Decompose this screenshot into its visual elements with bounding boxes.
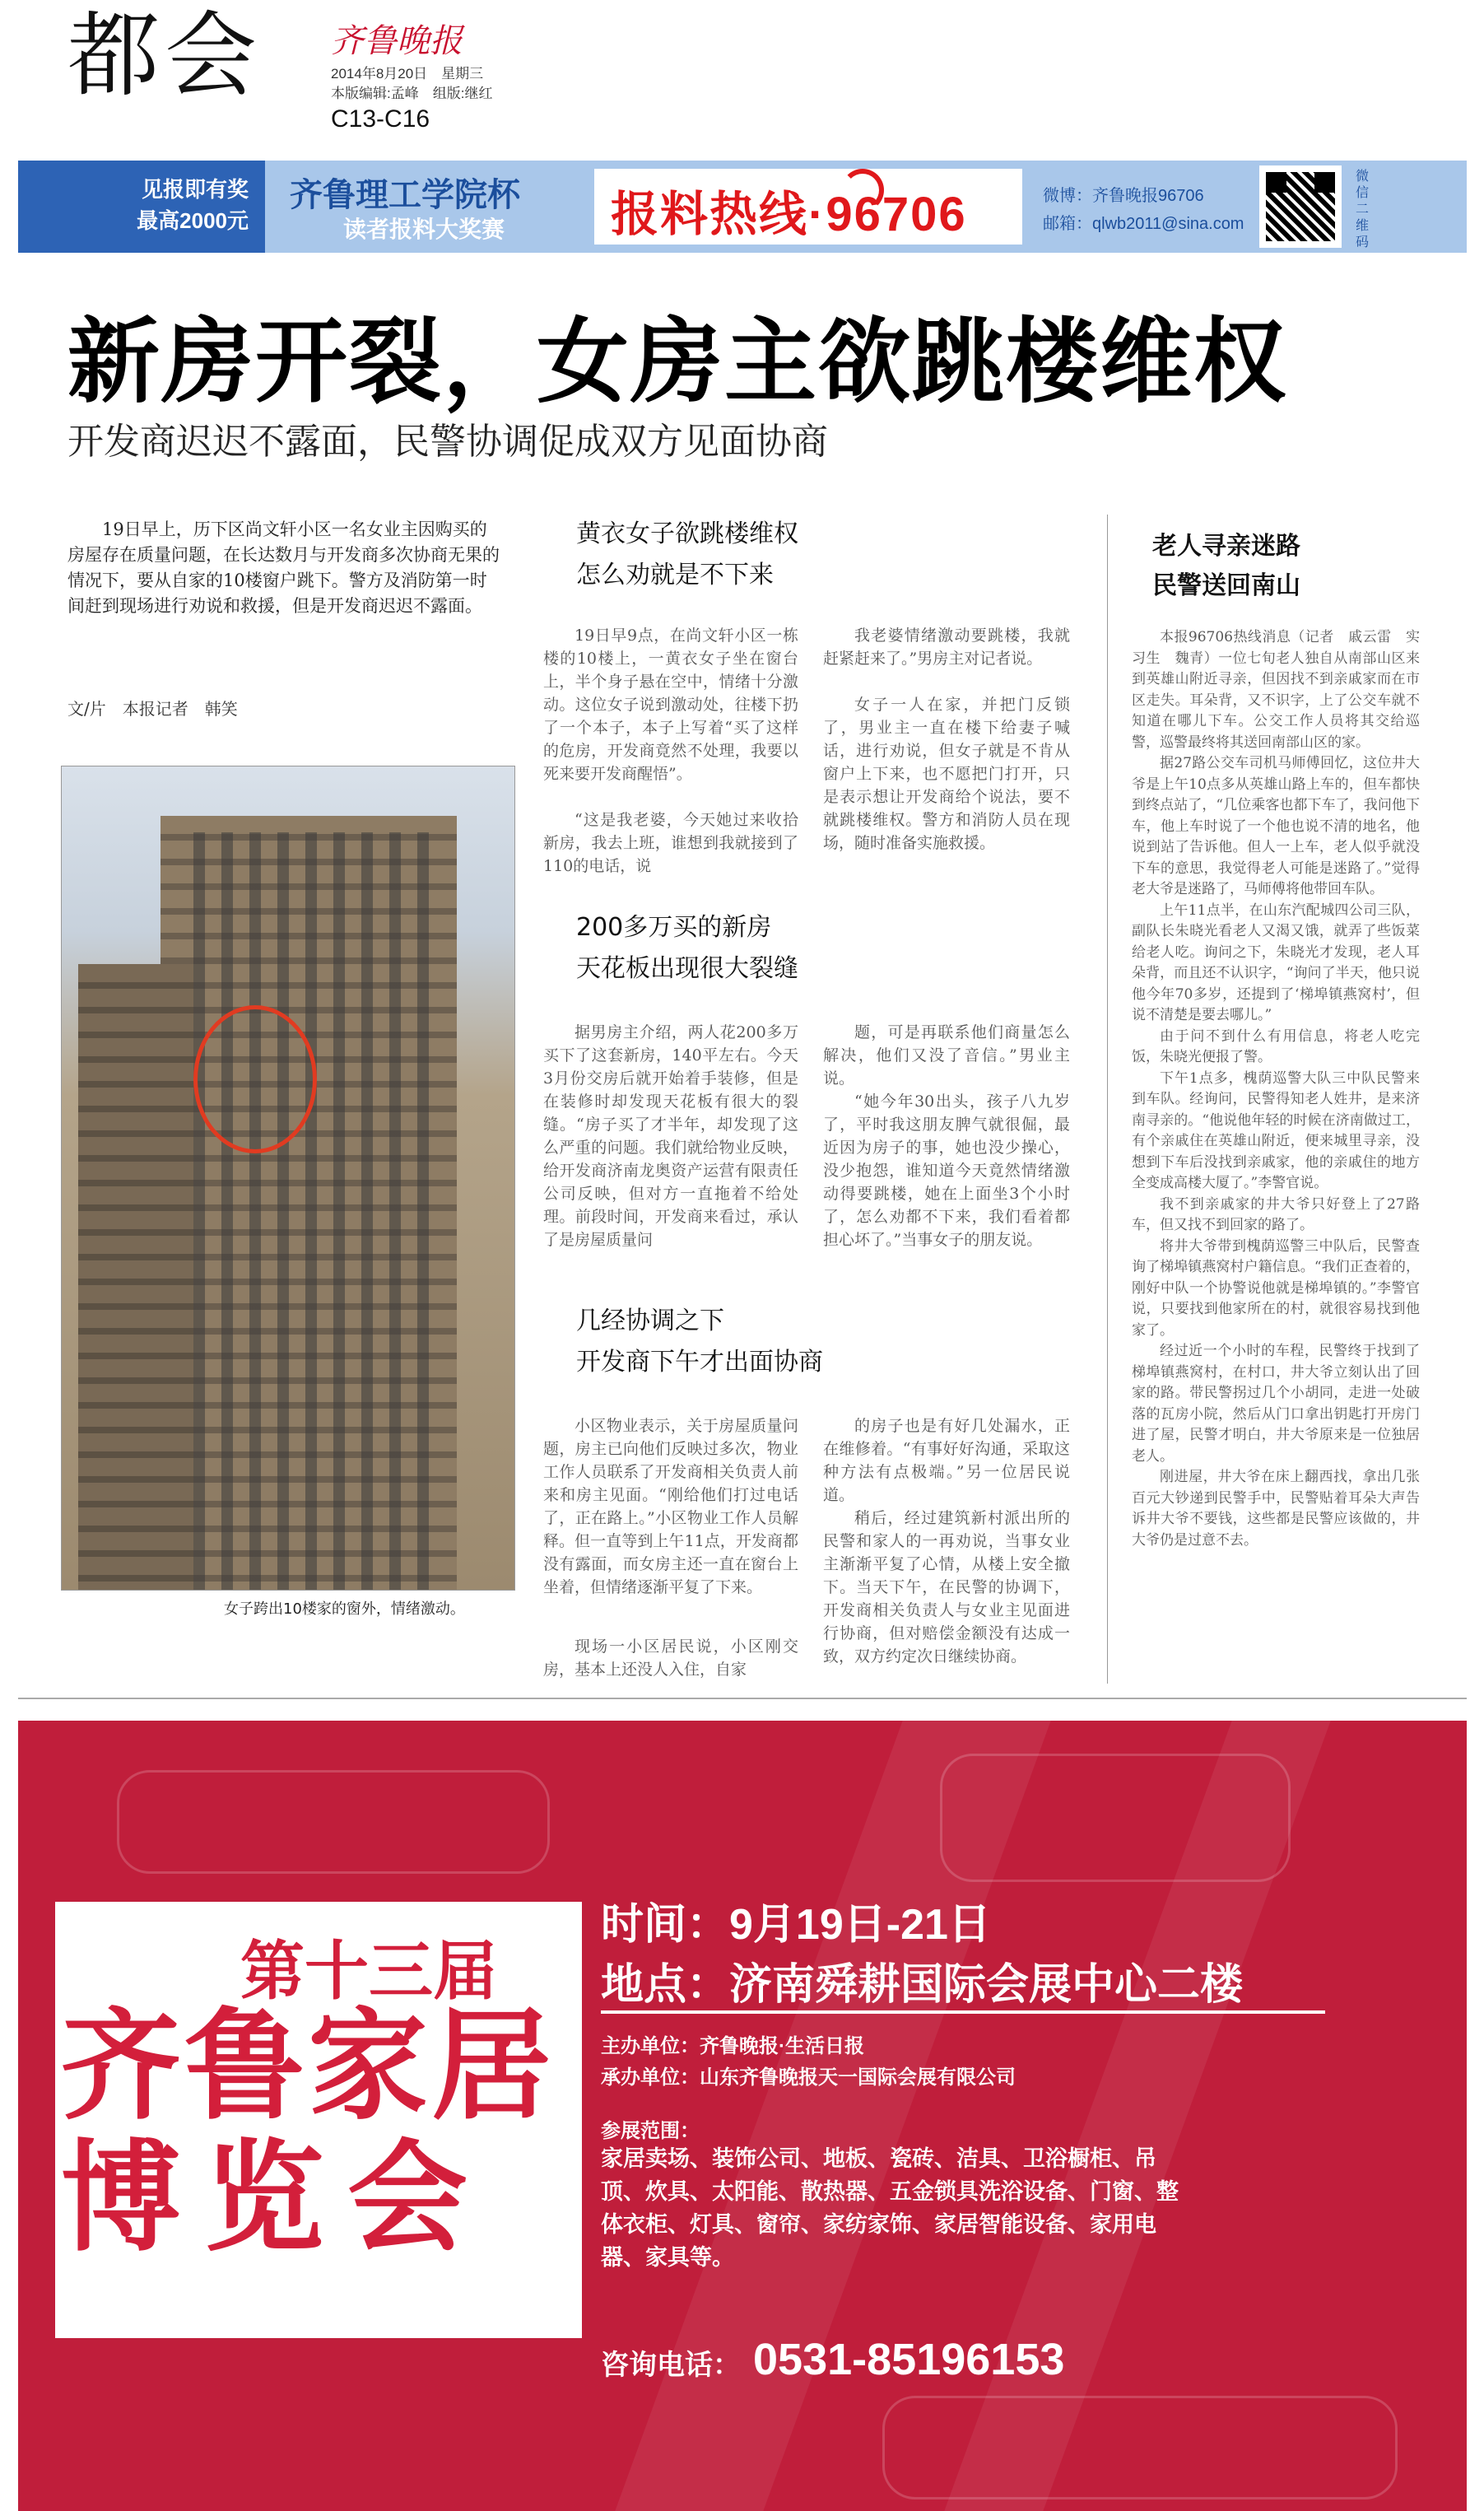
expo-advertisement xyxy=(18,1721,1467,2511)
ad-scope: 家居卖场、装饰公司、地板、瓷砖、洁具、卫浴橱柜、吊顶、炊具、太阳能、散热器、五金锁具洗浴设备、门窗、整体衣柜、灯具、窗帘、家纺家饰、家居智能设备、家用电器、家具等。 xyxy=(601,2146,1179,2270)
paragraph: “她今年30出头，孩子八九岁了，平时我这朋友脾气就很倔，最近因为房子的事，她也没少操心，没少抱怨，谁知道今天竟然情绪激动得要跳楼，她在上面坐3个小时了，怎么劝都不下来，我们看着都担心坏了。”当事女子的朋友说。 xyxy=(823,1092,1070,1249)
page-range: C13-C16 xyxy=(331,105,430,133)
email-contact: 邮箱：qlwb2011@sina.com xyxy=(1043,215,1244,233)
weibo-contact: 微博：齐鲁晚报96706 xyxy=(1043,187,1204,205)
section-heading-2a: 200多万买的新房 xyxy=(576,913,772,942)
paragraph: 上午11点半，在山东汽配城四公司三队，副队长朱晓光看老人又渴又饿，就弄了些饭菜给老人吃。询问之下，朱晓光才发现，老人耳朵背，而且还不认识字，“询问了半天，他只说他今年70多岁，还提到了‘梯埠镇燕窝村’，但说不清楚是要去哪儿。” xyxy=(1132,901,1420,1023)
paper-logo: 齐鲁晚报 xyxy=(331,22,463,60)
news-photo xyxy=(61,766,515,1591)
paragraph: 将井大爷带到槐荫巡警三中队后，民警查询了梯埠镇燕窝村户籍信息。“我们正查着的，刚好中队一个协警说他就是梯埠镇的。”李警官说，只要找到他家所在的村，就很容易找到他家了。 xyxy=(1132,1237,1420,1339)
byline: 文/片 本报记者 韩笑 xyxy=(67,699,238,719)
signal-icon xyxy=(841,169,884,212)
ad-phone-label: 咨询电话： xyxy=(601,2350,741,2381)
qr-code xyxy=(1259,165,1342,248)
paragraph: 的房子也是有好几处漏水，正在维修着。“有事好好沟通，采取这种方法有点极端。”另一位居民说道。 xyxy=(823,1417,1070,1504)
paragraph: “这是我老婆，今天她过来收拾新房，我去上班，谁想到我就接到了110的电话，说 xyxy=(543,811,798,875)
paragraph: 本报96706热线消息（记者 戚云雷 实习生 魏青）一位七旬老人独自从南部山区来到英雄山附近寻亲，但因找不到亲戚家而在市区走失。耳朵背，又不识字，上了公交车就不知道在哪儿下车。公交工作人员将其交给巡警，巡警最终将其送回南部山区的家。 xyxy=(1132,629,1420,751)
building-windows xyxy=(177,832,440,1590)
paragraph: 我老婆情绪激动要跳楼，我就赶紧赶来了。”男房主对记者说。 xyxy=(823,627,1070,668)
sofa-sketch xyxy=(117,1770,550,1874)
section-title: 都会 xyxy=(67,2,262,109)
paragraph: 我不到亲戚家的井大爷只好登上了27路车，但又找不到回家的路了。 xyxy=(1132,1195,1420,1233)
paragraph: 据男房主介绍，两人花200多万买下了这套新房，140平左右。今天3月份交房后就开始着手装修，但是在装修时却发现天花板有很大的裂缝。“房子买了才半年，却发现了这么严重的问题。我们就给物业反映，给开发商济南龙奥资产运营有限责任公司反映，但对方一直拖着不给处理。前段时间，开发商来看过，承认了是房屋质量问 xyxy=(543,1023,798,1249)
qr-label: 微信二维码 xyxy=(1356,170,1370,249)
column-divider xyxy=(1107,515,1108,1684)
issue-meta xyxy=(331,64,492,104)
hotline-number: 报料热线·96706 xyxy=(611,188,967,241)
issue-date: 2014年8月20日 星期三 xyxy=(331,66,484,82)
paragraph: 19日早9点，在尚文轩小区一栋楼的10楼上，一黄衣女子坐在窗台上，半个身子悬在空中，情绪十分激动。这位女子说到激动处，往楼下扔了一个本子，本子上写着“买了这样的危房，开发商竟然不处理，我要以死来要开发商醒悟”。 xyxy=(543,627,798,783)
ad-phone-row xyxy=(601,2334,1064,2385)
prize-box xyxy=(18,161,265,253)
headline: 新房开裂，女房主欲跳楼维权 xyxy=(67,309,1287,416)
issue-editor: 本版编辑:孟峰 组版:继红 xyxy=(331,86,493,101)
contest-subtitle: 读者报料大奖赛 xyxy=(343,217,505,242)
side-headline xyxy=(1152,527,1300,606)
side-headline-2: 民警送回南山 xyxy=(1152,571,1300,600)
section-heading-3b: 开发商下午才出面协商 xyxy=(576,1348,823,1377)
photo-caption: 女子跨出10楼家的窗外，情绪激动。 xyxy=(224,1600,465,1618)
paragraph: 据27路公交车司机马师傅回忆，这位井大爷是上午10点多从英雄山路上车的，但车都快到终点站了，“几位乘客也都下车了，我问他下车，他上车时说了一个他也说不清的地名，他说到站了告诉他。但人一上车，老人似乎就没下车的意思，我觉得老人可能是迷路了。”觉得老大爷是迷路了，马师傅将他带回车队。 xyxy=(1132,755,1420,897)
article-lead: 19日早上，历下区尚文轩小区一名女业主因购买的房屋存在质量问题，在长达数月与开发商多次协商无果的情况下，要从自家的10楼窗户跳下。警方及消防第一时间赶到现场进行劝说和救援，但是开发商迟迟不露面。 xyxy=(67,519,500,616)
ad-scope-label: 参展范围： xyxy=(601,2120,700,2142)
prize-line-1: 见报即有奖 xyxy=(141,177,249,202)
section-divider xyxy=(18,1698,1467,1699)
paragraph: 经过近一个小时的车程，民警终于找到了梯埠镇燕窝村，在村口，井大爷立刻认出了回家的路。带民警拐过几个小胡同，走进一处破落的瓦房小院，然后从门口拿出钥匙打开房门进了屋，民警才明白，井大爷原来是一位独居老人。 xyxy=(1132,1343,1420,1465)
section-heading-1a: 黄衣女子欲跳楼维权 xyxy=(576,519,798,548)
ad-host: 主办单位：齐鲁晚报·生活日报 xyxy=(601,2035,864,2057)
paragraph: 刚进屋，井大爷在床上翻西找，拿出几张百元大钞递到民警手中，民警贴着耳朵大声告诉井大爷不要钱，这些都是民警应该做的，井大爷仍是过意不去。 xyxy=(1132,1469,1420,1549)
side-story-text xyxy=(1132,627,1420,1551)
qr-code-icon xyxy=(1266,172,1335,241)
section-heading-1 xyxy=(576,514,798,596)
paragraph: 小区物业表示，关于房屋质量问题，房主已向他们反映过多次，物业工作人员联系了开发商相关负责人前来和房主见面。“刚给他们打过电话了，正在路上。”小区物业工作人员解释。但一直等到上午11点，开发商都没有露面，而女房主还一直在窗台上坐着，但情绪逐渐平复了下来。 xyxy=(543,1417,798,1596)
ad-location: 地点：济南舜耕国际会展中心二楼 xyxy=(601,1961,1244,2009)
paragraph: 题，可是再联系他们商量怎么解决，他们又没了音信。”男业主说。 xyxy=(823,1023,1070,1088)
ad-edition: 第十三届 xyxy=(240,1935,498,2009)
section-heading-3 xyxy=(576,1301,823,1383)
building-side xyxy=(78,964,193,1591)
paragraph: 女子一人在家，并把门反锁了，男业主一直在楼下给妻子喊话，进行劝说，但女子就是不肯从窗户上下来，也不愿把门打开，只是表示想让开发商给个说法，要不就跳楼维权。警方和消防人员在现场，随时准备实施救援。 xyxy=(823,696,1070,852)
prize-line-2: 最高2000元 xyxy=(137,208,249,233)
ad-title-line-1: 齐鲁家居 xyxy=(61,1996,555,2136)
section-heading-3a: 几经协调之下 xyxy=(576,1307,724,1335)
contest-name: 齐鲁理工学院杯 xyxy=(290,177,520,213)
ad-time: 时间：9月19日-21日 xyxy=(601,1901,991,1949)
sofa-sketch xyxy=(940,1754,1291,1882)
hotline-banner xyxy=(18,161,1467,253)
section-heading-2b: 天花板出现很大裂缝 xyxy=(576,954,798,983)
sofa-sketch xyxy=(882,2396,1398,2499)
paragraph: 稍后，经过建筑新村派出所的民警和家人的一再劝说，当事女业主渐渐平复了心情，从楼上安全撤下。当天下午，在民警的协调下，开发商相关负责人与女业主见面进行协商，但对赔偿金额没有达成一致，双方约定次日继续协商。 xyxy=(823,1509,1070,1665)
side-headline-1: 老人寻亲迷路 xyxy=(1152,532,1300,561)
ad-organizer: 承办单位：山东齐鲁晚报天一国际会展有限公司 xyxy=(601,2066,1016,2089)
paragraph: 下午1点多，槐荫巡警大队三中队民警来到车队。经询问，民警得知老人姓井，是来济南寻亲的。“他说他年轻的时候在济南做过工，有个亲戚住在英雄山附近，便来城里寻亲，没想到下车后没找到亲戚家，他的亲戚住的地方全变成高楼大厦了。”李警官说。 xyxy=(1132,1069,1420,1191)
paragraph: 现场一小区居民说，小区刚交房，基本上还没人入住，自家 xyxy=(543,1638,798,1679)
ad-underline xyxy=(601,2010,1325,2014)
ad-title-line-2: 博览会 xyxy=(61,2128,491,2268)
paragraph: 由于问不到什么有用信息，将老人吃完饭，朱晓光便报了警。 xyxy=(1132,1027,1420,1065)
highlight-circle xyxy=(193,1005,317,1153)
ad-phone-number: 0531-85196153 xyxy=(753,2335,1065,2384)
section-heading-1b: 怎么劝就是不下来 xyxy=(576,561,774,589)
section-heading-2 xyxy=(576,907,798,990)
subheadline: 开发商迟迟不露面，民警协调促成双方见面协商 xyxy=(67,421,828,463)
